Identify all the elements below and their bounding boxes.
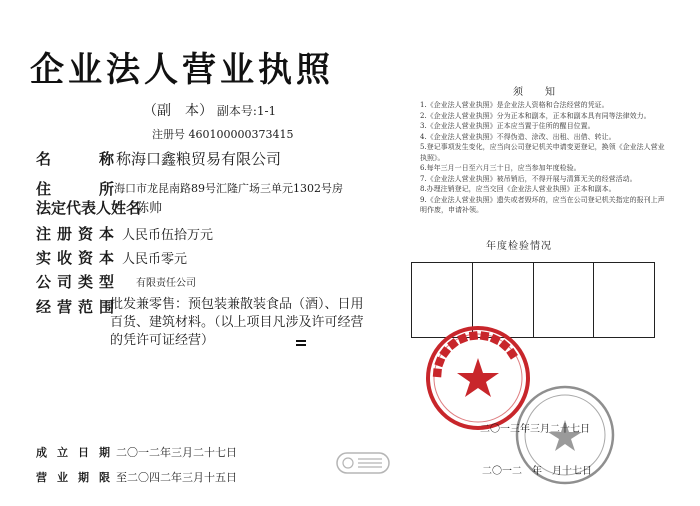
- representative-label: 法定代表人姓名: [36, 199, 142, 217]
- document-title: 企业法人营业执照: [30, 50, 334, 90]
- registration-label: 注册号: [152, 128, 185, 141]
- type-value: 有限责任公司: [136, 278, 196, 289]
- term-value: 至二〇四二年三月十五日: [116, 471, 237, 484]
- name-label: 名 称: [36, 150, 121, 168]
- copy-label: （副 本）: [143, 103, 213, 119]
- field-address: [36, 178, 343, 199]
- equals-mark-icon: [296, 338, 306, 348]
- scope-label: 经营范围: [36, 298, 121, 316]
- notice-item: 7.《企业法人营业执照》被吊销后，不得开展与清算无关的经营活动。: [420, 174, 637, 183]
- field-registered-capital: [36, 223, 214, 244]
- annual-inspection-cell: [594, 263, 654, 337]
- address-label: 住 所: [36, 180, 121, 198]
- watermark-stamp-icon: [336, 452, 390, 474]
- field-paid-capital: [36, 247, 188, 268]
- notice-item: 3.《企业法人营业执照》正本应当置于住所的醒目位置。: [420, 122, 595, 130]
- paid-value: 人民币零元: [122, 252, 188, 267]
- notice-item: 4.《企业法人营业执照》不得伪造、涂改、出租、出借、转让。: [420, 132, 616, 141]
- type-label: 公司类型: [36, 273, 121, 291]
- field-company-type: [36, 271, 196, 292]
- annual-inspection-cell: [534, 263, 595, 337]
- name-value: 称海口鑫粮贸易有限公司: [116, 150, 282, 168]
- capital-value: 人民币伍拾万元: [122, 228, 214, 243]
- address-value: 海口市龙昆南路89号汇隆广场三单元1302号房: [114, 182, 343, 195]
- authority-issue-date: 二〇一三年三月二十七日: [480, 424, 590, 435]
- registration-line: [152, 126, 293, 142]
- copy-line: [143, 100, 276, 120]
- field-legal-representative: [36, 197, 163, 218]
- term-label: 营业期限: [36, 471, 120, 484]
- established-date-row: [36, 444, 237, 460]
- notice-item: 8.办理注销登记，应当交回《企业法人营业执照》正本和副本。: [420, 185, 616, 193]
- notice-item: 6.每年三月一日至六月三十日，应当参加年度检验。: [420, 164, 581, 172]
- business-term-row: [36, 469, 237, 485]
- notice-item: 1.《企业法人营业执照》是企业法人资格和合法经营的凭证。: [420, 101, 609, 109]
- notice-item: 5.登记事项发生变化，应当向公司登记机关申请变更登记，换领《企业法人营业执照》。: [420, 143, 665, 162]
- copy-number: 副本号:1-1: [216, 104, 277, 118]
- established-label: 成立日期: [36, 446, 120, 459]
- scope-value: 批发兼零售：预包装兼散装食品（酒）、日用百货、建筑材料。（以上项目凡涉及许可经营的凭许可证经营）: [110, 297, 364, 348]
- notice-item: 2.《企业法人营业执照》分为正本和副本，正本和副本具有同等法律效力。: [420, 111, 651, 120]
- registration-number: 460100000373415: [188, 128, 294, 141]
- notice-item: 9.《企业法人营业执照》遗失或者毁坏的，应当在公司登记机关指定的报刊上声明作废，申请补领。: [420, 195, 665, 214]
- svg-text:■■■■■■■■■■: ■■■■■■■■■■: [429, 328, 521, 379]
- notice-list: [420, 100, 665, 216]
- established-value: 二〇一二年三月二十七日: [116, 446, 237, 459]
- issue-date-line: 二〇一二 年 月十七日: [482, 466, 592, 477]
- field-business-scope: [36, 296, 120, 317]
- capital-label: 注册资本: [36, 225, 121, 243]
- field-name: [36, 148, 282, 169]
- annual-inspection-title: 年度检验情况: [486, 241, 552, 252]
- paid-label: 实收资本: [36, 249, 121, 267]
- notice-title: 须 知: [513, 87, 561, 98]
- representative-value: 陈帅: [136, 201, 163, 216]
